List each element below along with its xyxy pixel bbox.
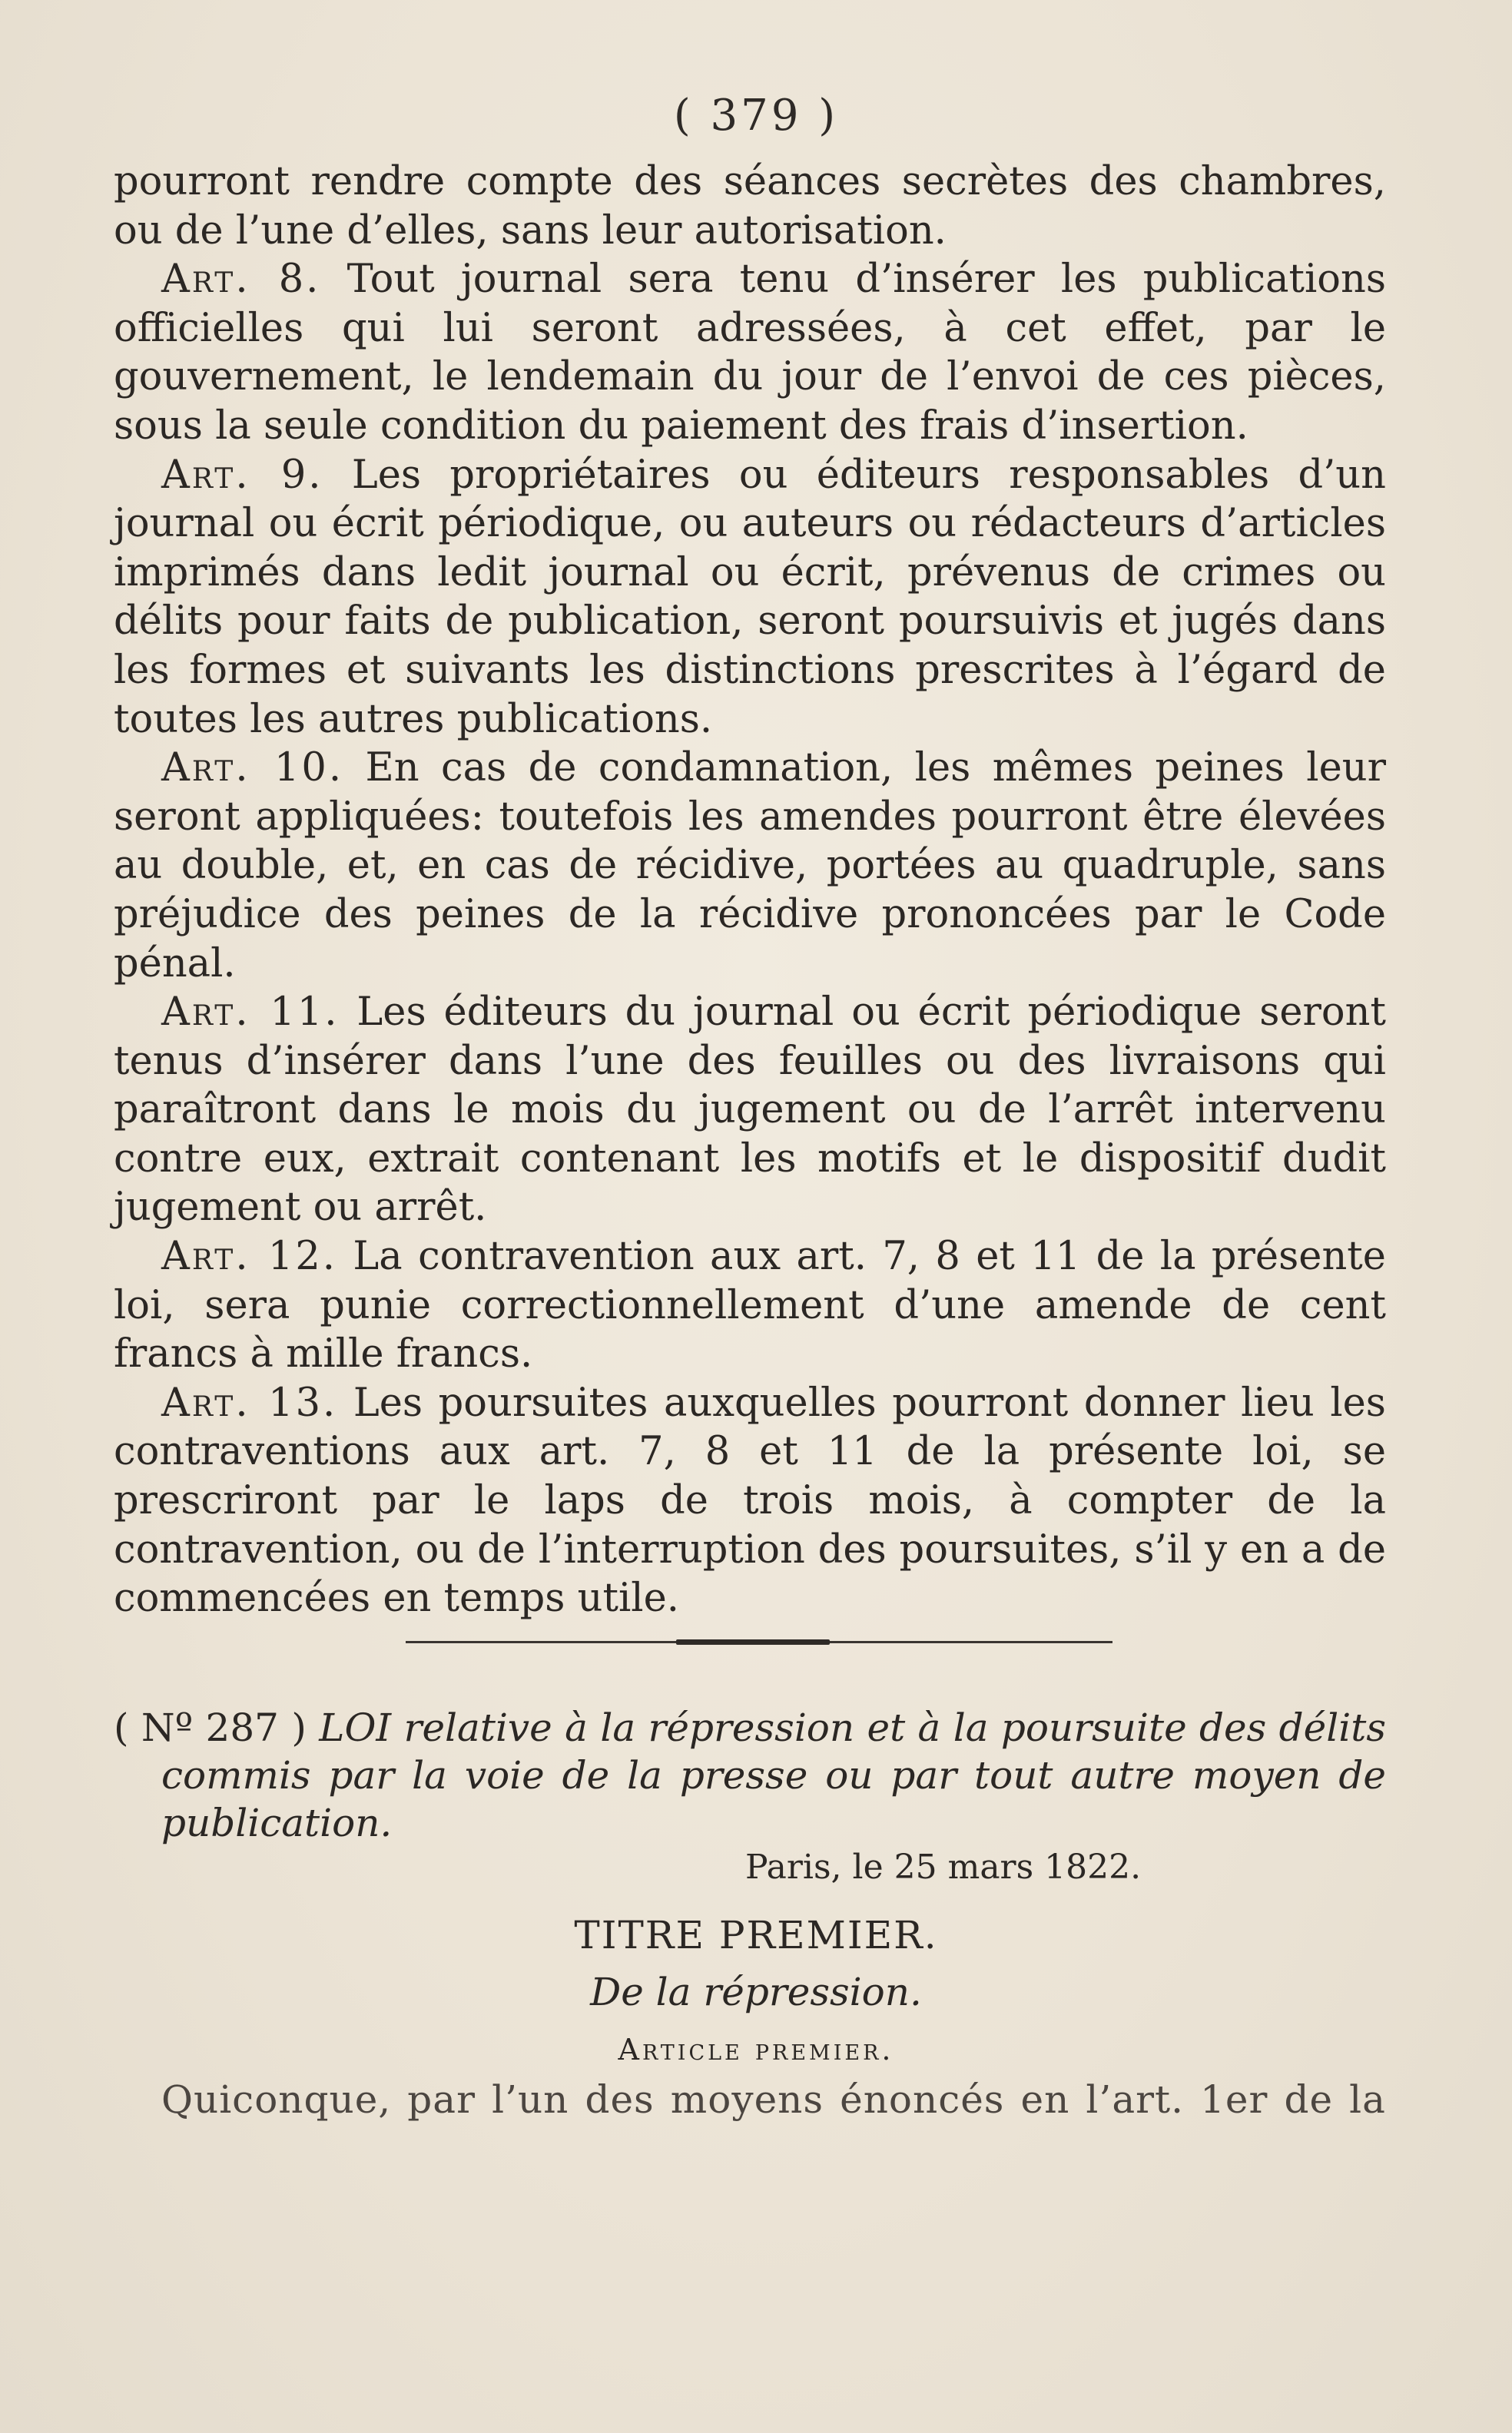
law-heading-block — [114, 1704, 1386, 1847]
law-number: ( Nº 287 ) — [114, 1705, 307, 1750]
article-label: Art. 11. — [161, 989, 340, 1036]
body-text — [114, 157, 1386, 1623]
article-premier-heading: Article premier. — [618, 2033, 894, 2067]
paragraph-art-10 — [114, 744, 1386, 988]
article-text: Tout journal sera tenu d’insérer les publications officielles qui lui seront adressées, à cet effet, par le gouvernement, le lendemain du jour de l’envoi de ces pièces, sous la seule condition du paiement des frais d’insertion. — [114, 257, 1387, 449]
paragraph-art-8 — [114, 255, 1386, 450]
article-label: Art. 13. — [161, 1380, 338, 1426]
article-first-line: Quiconque, par l’un des moyens énoncés en l’art. 1er de la — [161, 2077, 1386, 2122]
paragraph-continuation: pourront rendre compte des séances secrètes des chambres, ou de l’une d’elles, sans leur autorisation. — [114, 159, 1386, 254]
article-text: Les propriétaires ou éditeurs responsables d’un journal ou écrit périodique, ou auteurs ou rédacteurs d’articles imprimés dans ledit journal ou écrit, prévenus de crimes ou délits pour faits de publication, seront poursuivis et jugés dans les formes et suivants les distinctions prescrites à l’égard de toutes les autres publications. — [114, 452, 1386, 742]
article-label: Art. 10. — [161, 745, 344, 791]
article-label: Art. 9. — [161, 452, 323, 498]
paragraph-art-9 — [114, 451, 1386, 744]
section-divider-center — [676, 1639, 830, 1645]
law-heading — [114, 1704, 1386, 1847]
law-title: LOI relative à la répression et à la poursuite des délits commis par la voie de la presse ou par tout autre moyen de publication. — [161, 1705, 1387, 1845]
titre-heading: TITRE PREMIER. — [574, 1913, 938, 1957]
article-label: Art. 8. — [161, 257, 321, 303]
paragraph-art-13 — [114, 1379, 1386, 1623]
paragraph-art-12 — [114, 1232, 1386, 1379]
paragraph-art-11 — [114, 988, 1386, 1232]
article-text: Les éditeurs du journal ou écrit périodique seront tenus d’insérer dans l’une des feuilles ou des livraisons qui paraîtront dans le mois du jugement ou de l’arrêt intervenu contre eux, extrait contenant les motifs et le dispositif dudit jugement ou arrêt. — [114, 989, 1386, 1231]
article-text: En cas de condamnation, les mêmes peines leur seront appliquées: toutefois les amendes pourront être élevées au double, et, en cas de récidive, portées au quadruple, sans préjudice des peines de la récidive prononcées par le Code pénal. — [114, 745, 1386, 986]
dateline: Paris, le 25 mars 1822. — [745, 1848, 1142, 1887]
article-text: La contravention aux art. 7, 8 et 11 de la présente loi, sera punie correctionnellement d’une amende de cent francs à mille francs. — [114, 1234, 1386, 1377]
article-text: Les poursuites auxquelles pourront donner lieu les contraventions aux art. 7, 8 et 11 de la présente loi, se prescriront par le laps de trois mois, à compter de la contravention, ou de l’interruption des poursuites, s’il y en a de commencées en temps utile. — [114, 1380, 1386, 1622]
titre-subtitle: De la répression. — [590, 1970, 922, 2014]
article-label: Art. 12. — [161, 1234, 338, 1280]
page-number: ( 379 ) — [673, 91, 839, 141]
